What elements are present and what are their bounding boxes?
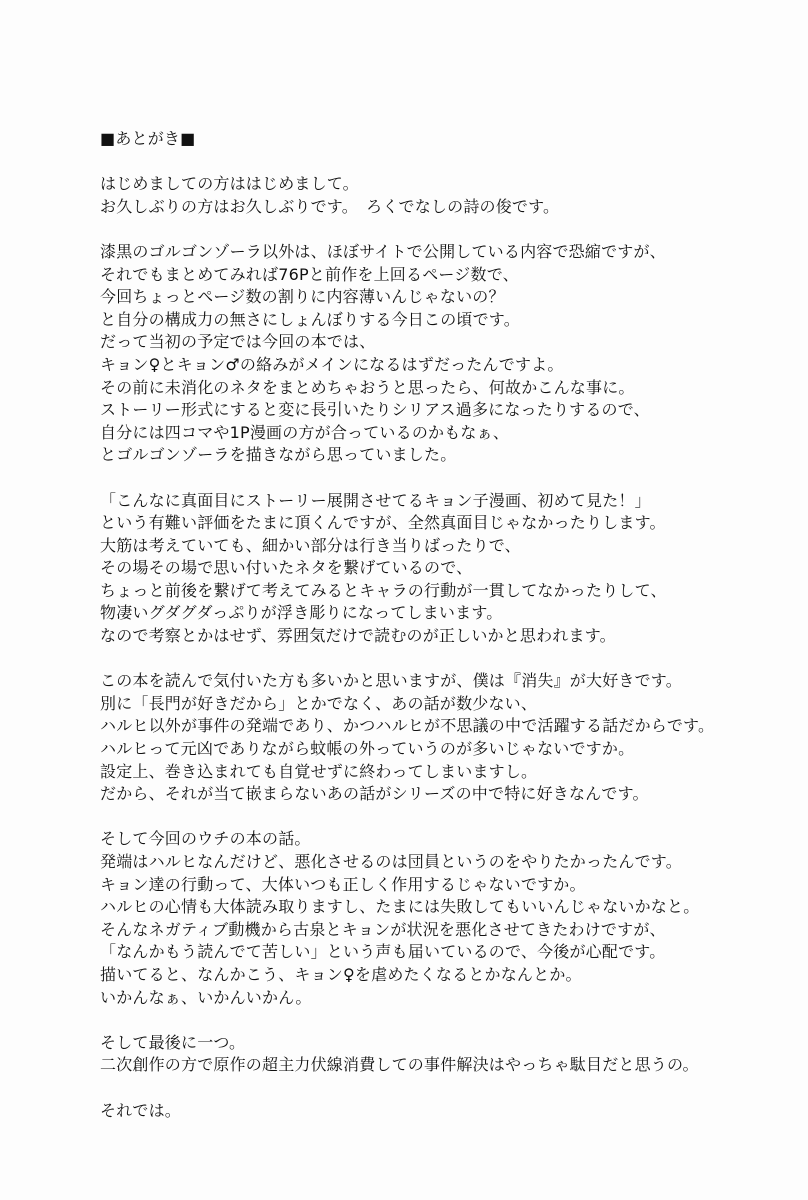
afterword-text xyxy=(100,128,800,1122)
text-line: 設定上、巻き込まれても自覚せずに終わってしまいますし。 xyxy=(100,761,538,781)
text-line: その前に未消化のネタをまとめちゃおうと思ったら、何故かこんな事に。 xyxy=(100,377,635,397)
text-line: 漆黒のゴルゴンゾーラ以外は、ほぼサイトで公開している内容で恐縮ですが、 xyxy=(100,241,666,261)
text-line: それでは。 xyxy=(100,1100,182,1120)
text-line: と自分の構成力の無さにしょんぼりする今日この頃です。 xyxy=(100,309,520,329)
text-line: なので考察とかはせず、雰囲気だけで読むのが正しいかと思われます。 xyxy=(100,626,616,646)
text-line: ストーリー形式にすると変に長引いたりシリアス過多になったりするので、 xyxy=(100,400,650,420)
text-line: キョン達の行動って、大体いつも正しく作用するじゃないですか。 xyxy=(100,874,586,894)
text-line: そんなネガティブ動機から古泉とキョンが状況を悪化させてきたわけですが、 xyxy=(100,919,666,939)
text-line: 二次創作の方で原作の超主力伏線消費しての事件解決はやっちゃ駄目だと思うの。 xyxy=(100,1055,699,1075)
paragraph-gap xyxy=(100,1009,800,1032)
text-line: という有難い評価をたまに頂くんですが、全然真面目じゃなかったりします。 xyxy=(100,513,666,533)
text-line: この本を読んで気付いた方も多いかと思いますが、僕は『消失』が大好きです。 xyxy=(100,671,682,691)
text-line: 「こんなに真面目にストーリー展開させてるキョン子漫画、初めて見た！」 xyxy=(100,490,651,510)
text-line: それでもまとめてみれば76Pと前作を上回るページ数で、 xyxy=(100,264,519,284)
text-line: ちょっと前後を繋げて考えてみるとキャラの行動が一貫してなかったりして、 xyxy=(100,580,667,600)
text-line: ハルヒって元凶でありながら蚊帳の外っていうのが多いじゃないですか。 xyxy=(100,739,635,759)
text-line: その場その場で思い付いたネタを繋げているので、 xyxy=(100,558,473,578)
text-line: キョン♀とキョン♂の絡みがメインになるはずだったんですよ。 xyxy=(100,354,564,374)
text-line: 大筋は考えていても、細かい部分は行き当りばったりで、 xyxy=(100,535,521,555)
text-line: ハルヒ以外が事件の発端であり、かつハルヒが不思議の中で活躍する話だからです。 xyxy=(100,716,715,736)
text-line: とゴルゴンゾーラを描きながら思っていました。 xyxy=(100,445,457,465)
text-line: いかんなぁ、いかんいかん。 xyxy=(100,987,312,1007)
text-line: 今回ちょっとページ数の割りに内容薄いんじゃないの？ xyxy=(100,287,505,307)
heading: ■あとがき■ xyxy=(100,129,196,148)
text-line: 物凄いグダグダっぷりが浮き彫りになってしまいます。 xyxy=(100,603,503,623)
text-line: だって当初の予定では今回の本では、 xyxy=(100,332,376,352)
text-line: 別に「長門が好きだから」とかでなく、あの話が数少ない、 xyxy=(100,693,538,713)
text-line: そして最後に一つ。 xyxy=(100,1032,246,1052)
text-line: 自分には四コマや1P漫画の方が合っているのかもなぁ、 xyxy=(100,422,510,442)
paragraph-gap xyxy=(100,467,800,490)
text-line: 描いてると、なんかこう、キョン♀を虐めたくなるとかなんとか。 xyxy=(100,964,582,984)
text-line: ハルヒの心情も大体読み取りますし、たまには失敗してもいいんじゃないかなと。 xyxy=(100,897,700,917)
paragraph-gap xyxy=(100,648,800,671)
text-line: そして今回のウチの本の話。 xyxy=(100,829,311,849)
paragraph-gap xyxy=(100,806,800,829)
text-line: お久しぶりの方はお久しぶりです。 ろくでなしの詩の俊です。 xyxy=(100,196,560,216)
text-line: はじめましての方ははじめまして。 xyxy=(100,174,359,194)
text-line: 発端はハルヒなんだけど、悪化させるのは団員というのをやりたかったんです。 xyxy=(100,852,682,871)
text-line: だから、それが当て嵌まらないあの話がシリーズの中で特に好きなんです。 xyxy=(100,784,649,804)
text-line: 「なんかもう読んでて苦しい」という声も届いているので、今後が心配です。 xyxy=(100,942,666,962)
paragraph-gap xyxy=(100,151,800,174)
paragraph-gap xyxy=(100,1077,800,1100)
paragraph-gap xyxy=(100,218,800,241)
